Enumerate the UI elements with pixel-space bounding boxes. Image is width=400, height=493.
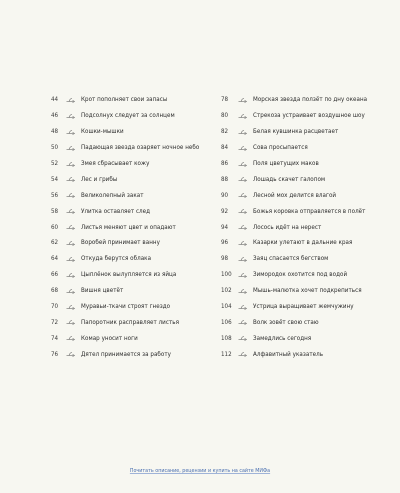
toc-entry[interactable] [221, 219, 379, 235]
sprout-arrow-icon [65, 239, 77, 246]
toc-entry[interactable] [221, 251, 379, 267]
toc-entry-title: Подсолнух следует за солнцем [81, 112, 175, 120]
sprout-arrow-icon [65, 287, 77, 294]
toc-entry-title: Лосось идёт на нерест [253, 223, 322, 231]
toc-entry[interactable] [51, 283, 209, 299]
toc-entry-title: Папоротник расправляет листья [81, 318, 179, 326]
toc-entry[interactable] [221, 235, 379, 251]
toc-entry-page-number: 66 [51, 271, 59, 279]
table-of-contents [51, 92, 379, 362]
toc-entry-title: Великолепный закат [81, 191, 144, 199]
toc-entry-title: Лесной мох делится влагой [253, 191, 337, 199]
sprout-arrow-icon [65, 144, 77, 151]
toc-entry-title: Морская звезда ползёт по дну океана [253, 96, 368, 104]
toc-entry-title: Замедлись сегодня [253, 334, 312, 342]
toc-entry-title: Крот пополняет свои запасы [81, 96, 168, 104]
toc-entry-page-number: 96 [221, 239, 229, 247]
sprout-arrow-icon [65, 224, 77, 231]
sprout-arrow-icon [65, 160, 77, 167]
toc-entry-page-number: 80 [221, 112, 229, 120]
toc-entry-page-number: 94 [221, 223, 229, 231]
toc-entry-title: Змея сбрасывает кожу [81, 160, 150, 167]
toc-entry[interactable] [51, 235, 209, 251]
toc-entry-title: Устрица выращивает жемчужину [253, 303, 354, 311]
sprout-arrow-icon [237, 351, 249, 358]
toc-entry-page-number: 52 [51, 160, 59, 167]
toc-entry-title: Лошадь скачет галопом [253, 175, 326, 183]
toc-entry[interactable] [51, 299, 209, 315]
toc-entry-page-number: 112 [221, 350, 232, 358]
toc-entry[interactable] [51, 187, 209, 203]
toc-entry[interactable] [221, 124, 379, 140]
sprout-arrow-icon [237, 271, 249, 278]
toc-entry[interactable] [51, 330, 209, 346]
toc-entry-title: Вишня цветёт [81, 287, 124, 295]
sprout-arrow-icon [237, 192, 249, 199]
sprout-arrow-icon [237, 319, 249, 326]
toc-entry-title: Волк зовёт свою стаю [253, 318, 319, 326]
toc-column-right [221, 92, 379, 362]
sprout-arrow-icon [65, 96, 77, 103]
toc-entry[interactable] [51, 124, 209, 140]
toc-entry[interactable] [221, 330, 379, 346]
toc-entry-page-number: 106 [221, 318, 232, 326]
toc-entry-title: Божья коровка отправляется в полёт [253, 207, 366, 215]
toc-entry[interactable] [221, 156, 379, 172]
toc-entry-page-number: 44 [51, 96, 59, 104]
toc-entry[interactable] [221, 314, 379, 330]
toc-entry-title: Заяц спасается бегством [253, 255, 329, 263]
sprout-arrow-icon [65, 271, 77, 278]
sprout-arrow-icon [65, 112, 77, 119]
toc-entry[interactable] [51, 267, 209, 283]
toc-entry[interactable] [51, 156, 209, 172]
toc-entry-page-number: 84 [221, 144, 229, 152]
sprout-arrow-icon [65, 128, 77, 135]
toc-entry-title: Откуда берутся облака [81, 255, 152, 263]
toc-entry-page-number: 88 [221, 175, 229, 183]
toc-entry-title: Падающая звезда озаряет ночное небо [81, 144, 200, 152]
sprout-arrow-icon [65, 335, 77, 342]
toc-entry-title: Комар уносит ноги [81, 334, 138, 342]
toc-entry-title: Дятел принимается за работу [81, 350, 172, 358]
toc-entry[interactable] [51, 92, 209, 108]
toc-entry-page-number: 50 [51, 144, 59, 152]
toc-entry-title: Лес и грибы [81, 175, 118, 183]
sprout-arrow-icon [65, 192, 77, 199]
toc-entry-title: Листья меняют цвет и опадают [81, 223, 176, 231]
toc-entry[interactable] [51, 108, 209, 124]
sprout-arrow-icon [237, 287, 249, 294]
sprout-arrow-icon [65, 351, 77, 358]
sprout-arrow-icon [237, 160, 249, 167]
toc-entry[interactable] [221, 187, 379, 203]
toc-entry[interactable] [221, 92, 379, 108]
toc-entry-title: Цыплёнок вылупляется из яйца [81, 271, 177, 279]
toc-entry[interactable] [51, 219, 209, 235]
toc-entry[interactable] [51, 203, 209, 219]
sprout-arrow-icon [237, 208, 249, 215]
toc-entry[interactable] [51, 314, 209, 330]
toc-entry-page-number: 76 [51, 350, 59, 358]
toc-entry[interactable] [221, 283, 379, 299]
toc-entry-page-number: 74 [51, 334, 59, 342]
toc-entry-page-number: 64 [51, 255, 59, 263]
toc-entry-title: Сова просыпается [253, 144, 308, 152]
toc-entry-page-number: 68 [51, 287, 59, 295]
toc-entry-title: Поля цветущих маков [253, 160, 319, 167]
sprout-arrow-icon [65, 303, 77, 310]
sprout-arrow-icon [65, 176, 77, 183]
toc-entry-title: Зимородок охотится под водой [253, 271, 348, 279]
sprout-arrow-icon [237, 303, 249, 310]
toc-entry-page-number: 86 [221, 160, 229, 167]
toc-entry[interactable] [51, 140, 209, 156]
toc-entry-page-number: 102 [221, 287, 232, 295]
toc-entry-title: Муравьи-ткачи строят гнездо [81, 303, 171, 311]
toc-entry[interactable] [221, 267, 379, 283]
toc-entry-page-number: 56 [51, 191, 59, 199]
toc-entry-page-number: 104 [221, 303, 232, 311]
toc-entry-page-number: 100 [221, 271, 232, 279]
toc-column-left [51, 92, 209, 362]
toc-entry-page-number: 108 [221, 334, 232, 342]
toc-entry-title: Кошки-мышки [81, 128, 124, 136]
buy-book-link[interactable]: Почитать описание, рецензии и купить на сайте МИФа [129, 469, 271, 474]
toc-entry-title: Мышь-малютка хочет подкрепиться [253, 287, 362, 295]
sprout-arrow-icon [237, 144, 249, 151]
toc-entry-page-number: 60 [51, 223, 59, 231]
toc-entry-title: Воробей принимает ванну [81, 239, 160, 247]
toc-entry-page-number: 98 [221, 255, 229, 263]
toc-entry-page-number: 46 [51, 112, 59, 120]
toc-entry[interactable] [221, 108, 379, 124]
sprout-arrow-icon [237, 255, 249, 262]
toc-entry-page-number: 58 [51, 207, 59, 215]
toc-entry-page-number: 92 [221, 207, 229, 215]
toc-entry-page-number: 82 [221, 128, 229, 136]
sprout-arrow-icon [237, 335, 249, 342]
sprout-arrow-icon [237, 176, 249, 183]
toc-entry-title: Казарки улетают в дальние края [253, 239, 353, 247]
toc-entry[interactable] [221, 203, 379, 219]
sprout-arrow-icon [65, 208, 77, 215]
toc-entry[interactable] [221, 299, 379, 315]
sprout-arrow-icon [237, 224, 249, 231]
sprout-arrow-icon [237, 96, 249, 103]
toc-entry-page-number: 90 [221, 191, 229, 199]
toc-entry-page-number: 54 [51, 175, 59, 183]
toc-entry-page-number: 72 [51, 318, 59, 326]
toc-entry-page-number: 70 [51, 303, 59, 311]
toc-entry-page-number: 48 [51, 128, 59, 136]
toc-entry-title: Алфавитный указатель [253, 350, 324, 358]
toc-entry-title: Белая кувшинка расцветает [253, 128, 339, 136]
sprout-arrow-icon [237, 112, 249, 119]
toc-entry-title: Стрекоза устраивает воздушное шоу [253, 112, 365, 120]
toc-entry[interactable] [221, 140, 379, 156]
sprout-arrow-icon [237, 128, 249, 135]
toc-entry[interactable] [51, 251, 209, 267]
toc-entry[interactable] [51, 171, 209, 187]
sprout-arrow-icon [65, 255, 77, 262]
sprout-arrow-icon [237, 239, 249, 246]
toc-entry-title: Улитка оставляет след [81, 207, 151, 215]
toc-entry[interactable] [221, 171, 379, 187]
toc-entry[interactable] [51, 346, 209, 362]
sprout-arrow-icon [65, 319, 77, 326]
toc-entry-page-number: 78 [221, 96, 229, 104]
toc-entry[interactable] [221, 346, 379, 362]
toc-entry-page-number: 62 [51, 239, 59, 247]
